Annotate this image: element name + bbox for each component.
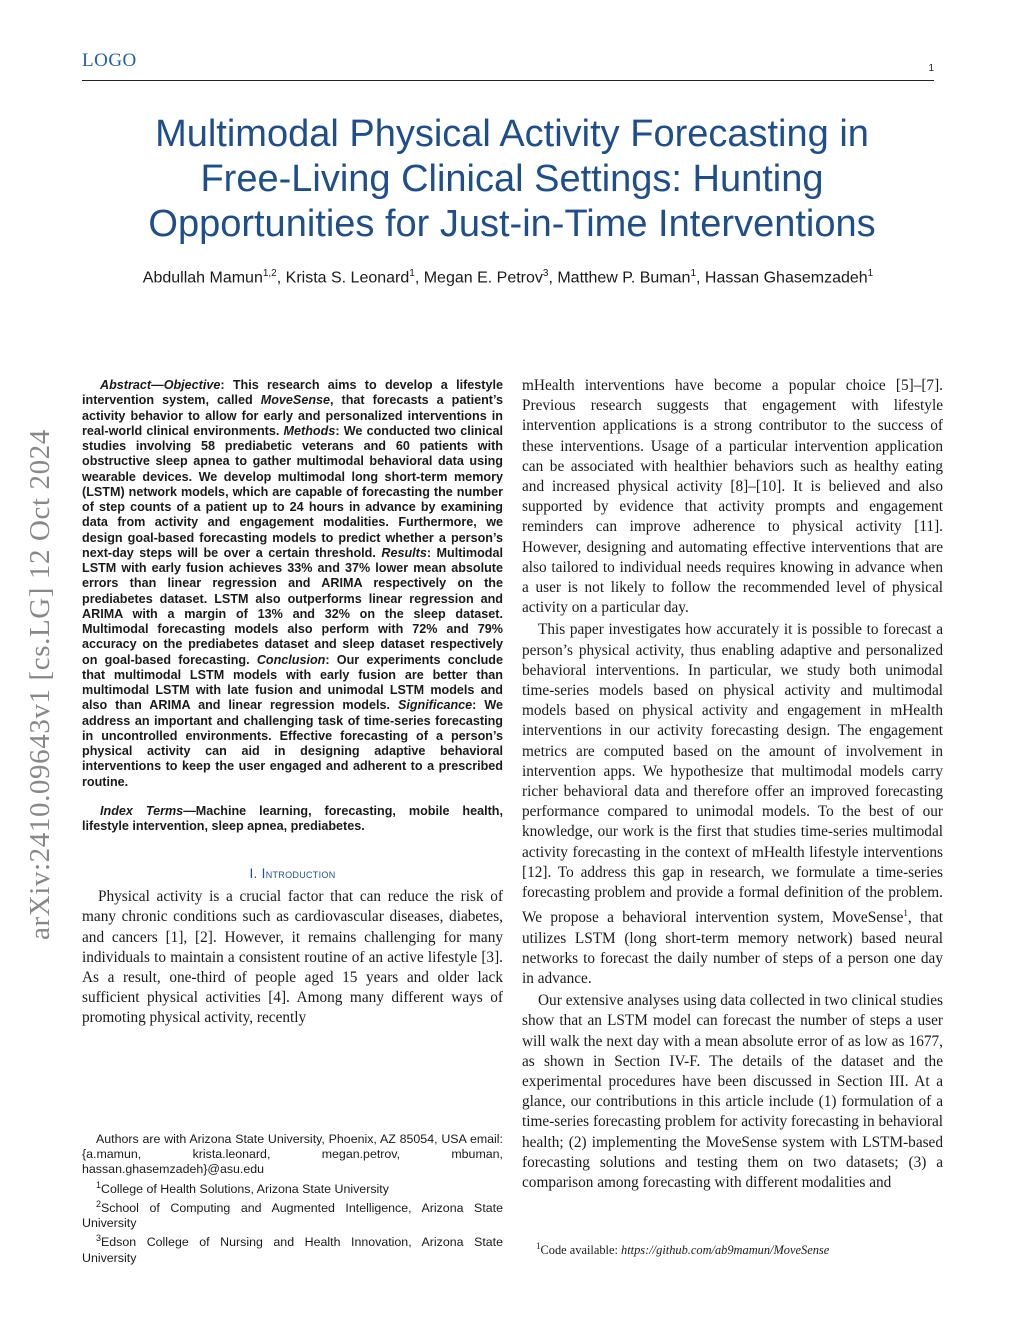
objective-label: Objective xyxy=(163,378,221,392)
author-list: Abdullah Mamun$^{1,2}$, Krista S. Leonard$^1$, Megan E. Petrov$^3$, Matthew P. Buman$^1$, Hassan Ghasemzadeh$^1$ xyxy=(142,268,874,287)
code-footnote-mark: 1 xyxy=(536,1241,541,1251)
paper-title: Multimodal Physical Activity Forecasting in Free-Living Clinical Settings: Hunting Opportunities for Just-in-Time Interventions xyxy=(148,113,876,245)
index-terms-dash: — xyxy=(183,803,196,818)
affiliation-2 xyxy=(82,1197,503,1232)
affiliation-1 xyxy=(82,1178,503,1197)
intro-paragraph-2a: This paper investigates how accurately it is possible to forecast a person’s physical activity, thus enabling adaptive and personalized behavioral interventions. In particular, we study both unimodal time-series models based on physical activity and multimodal models based on physical activity and engagement in mHealth interventions in our activity forecasting design. The engagement metrics are computed based on the amount of involvement in intervention apps. We hypothesize that multimodal models carry richer behavioral data and therefore offer an improved forecasting performance compared to unimodal models. To the best of our knowledge, our work is the first that studies time-series multimodal activity forecasting in the context of mHealth lifestyle interventions [12]. To address this gap in research, we formulate a time-series forecasting problem and provide a formal definition of the problem. We propose a behavioral intervention system, MoveSense xyxy=(522,621,943,927)
aff-mark-2: 2 xyxy=(96,1198,102,1209)
author-footnotes xyxy=(82,1132,503,1266)
index-terms-label: Index Terms xyxy=(100,803,184,818)
code-footnote-label: Code available: xyxy=(540,1243,622,1258)
right-column xyxy=(522,376,943,1193)
abstract xyxy=(82,378,503,790)
intro-paragraph-1: Physical activity is a crucial factor that can reduce the risk of many chronic conditions such as cardiovascular diseases, diabetes, and cancers [1], [2]. However, it remains challenging for many individuals to maintain a consistent routine of an active lifestyle [3]. As a result, one-third of people aged 15 years and older lack sufficient physical activities [4]. Among many different ways of promoting physical activity, recently xyxy=(82,888,503,1027)
abstract-label: Abstract— xyxy=(100,378,164,392)
aff-mark-3: 3 xyxy=(96,1233,102,1244)
author-name: Matthew P. Buman xyxy=(557,269,691,287)
journal-logo: LOGO xyxy=(82,50,137,71)
left-column xyxy=(82,378,503,1029)
conclusion-text: : Our experiments conclude that multimodal LSTM models with early fusion are better than multimodal LSTM with late fusion and unimodal LSTM models and also than ARIMA and linear regression models. xyxy=(82,652,504,713)
aff-mark-1: 1 xyxy=(96,1179,102,1190)
code-footnote xyxy=(536,1239,829,1258)
system-name: MoveSense xyxy=(260,393,331,408)
aff-text-3: Edson College of Nursing and Health Innovation, Arizona State University xyxy=(82,1235,503,1265)
footnote-marker[interactable]: 1 xyxy=(903,908,908,919)
methods-label: Methods xyxy=(283,423,336,438)
intro-paragraph-2 xyxy=(522,620,943,989)
author-affiliation-note: Authors are with Arizona State University, Phoenix, AZ 85054, USA email: {a.mamun, krista.leonard, megan.petrov, mbuman, hassan.ghasemzadeh}@asu.edu xyxy=(82,1132,503,1177)
intro-paragraph-3: Our extensive analyses using data collected in two clinical studies show that an LSTM model can forecast the number of steps a user will walk the next day with a mean absolute error of as low as 1677, as shown in Section IV-F. The details of the dataset and the experimental procedures have been discussed in Section III. At a glance, our contributions in this article include (1) formulation of a time-series forecasting problem for activity forecasting in behavioral health; (2) implementing the MoveSense system with LSTM-based forecasting solutions and testing them on two datasets; (3) a comparison among forecasting with different modalities and xyxy=(522,992,943,1192)
author-affiliation-mark: 1 xyxy=(409,268,415,279)
index-terms xyxy=(82,804,503,835)
methods-text: : We conducted two clinical studies involving 58 prediabetic veterans and 60 patients with obstructive sleep apnea to gather multimodal behavioral data using wearable devices. We develop multimodal long short-term memory (LSTM) network models, which are capable of forecasting the number of step counts of a patient up to 24 hours in advance by examining data from activity and engagement modalities. Furthermore, we design goal-based forecasting models to predict whether a person’s next-day steps will be over a certain threshold. xyxy=(82,423,504,560)
author-affiliation-mark: 1,2 xyxy=(262,268,277,279)
significance-text: : We address an important and challenging task of time-series forecasting in uncontrolled environments. Effective forecasting of a person’s physical activity can aid in designing adaptive behavioral interventions to keep the user engaged and adherent to a prescribed routine. xyxy=(82,698,503,789)
intro-paragraph-1-continued: mHealth interventions have become a popular choice [5]–[7]. Previous research suggests that engagement with lifestyle intervention applications is a strong contributor to the success of these interventions. Usage of a particular intervention application can be associated with healthier behaviors such as healthy eating and increased physical activity [8]–[10]. It is believed and also supported by evidence that activity prompts and engagement reminders can improve adherence to physical activity [11]. However, designing and automating effective interventions that are also tailored to individual needs requires knowing in advance when a user is not likely to follow the recommended level of physical activity on a particular day. xyxy=(522,377,943,617)
aff-text-2: School of Computing and Augmented Intelligence, Arizona State University xyxy=(82,1201,503,1231)
objective-text-b: , that forecasts a patient’s activity behavior to allow for early and personalized interventions in real-world clinical environments. xyxy=(82,393,503,438)
intro-paragraph-2b: , that utilizes LSTM (long short-term memory network) based neural networks to forecast the daily number of steps of a person one day in advance. xyxy=(522,909,943,987)
results-label: Results xyxy=(381,545,427,560)
conclusion-label: Conclusion xyxy=(256,652,326,667)
code-repository-link[interactable]: https://github.com/ab9mamun/MoveSense xyxy=(621,1243,830,1258)
author-affiliation-mark: 1 xyxy=(690,268,697,279)
author-name: Megan E. Petrov xyxy=(423,269,543,287)
affiliation-3 xyxy=(82,1231,503,1266)
section-title: Introduction xyxy=(261,866,336,882)
section-heading-introduction xyxy=(82,866,503,881)
author-affiliation-mark: 1 xyxy=(867,268,874,279)
author-affiliation-mark: 3 xyxy=(542,268,549,279)
section-number: I. xyxy=(249,866,258,882)
aff-text-1: College of Health Solutions, Arizona State University xyxy=(101,1181,389,1196)
author-name: Abdullah Mamun xyxy=(142,269,263,287)
author-name: Hassan Ghasemzadeh xyxy=(704,269,868,287)
results-text: : Multimodal LSTM with early fusion achieves 33% and 37% lower mean absolute errors than linear regression and ARIMA respectively on the prediabetes dataset. LSTM also outperforms linear regression and ARIMA with a margin of 13% and 32% on the sleep dataset. Multimodal forecasting models also perform with 72% and 79% accuracy on the prediabetes dataset and sleep dataset respectively on goal-based forecasting. xyxy=(82,545,504,667)
page-number: 1 xyxy=(928,63,934,74)
header-rule xyxy=(82,80,934,81)
significance-label: Significance xyxy=(397,698,473,713)
author-name: Krista S. Leonard xyxy=(285,269,410,287)
objective-text-a: : This research aims to develop a lifestyle intervention system, called xyxy=(82,378,503,408)
index-terms-text: Machine learning, forecasting, mobile health, lifestyle intervention, sleep apnea, prediabetes. xyxy=(82,803,504,833)
arxiv-identifier[interactable]: arXiv:2410.09643v1 [cs.LG] 12 Oct 2024 xyxy=(24,429,56,940)
